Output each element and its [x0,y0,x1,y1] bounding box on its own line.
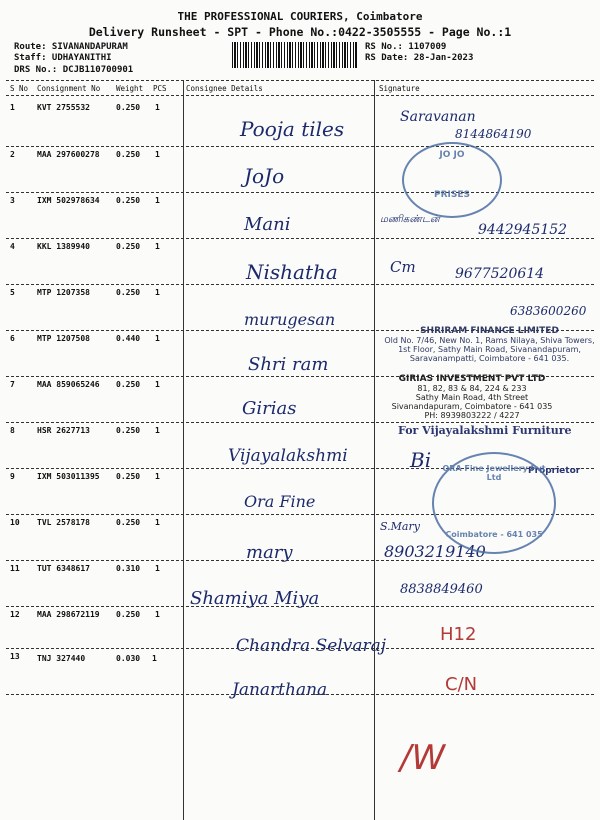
row-signature: மணிகண்டன் [380,214,440,225]
row-sno: 4 [10,242,15,251]
row-sno: 3 [10,196,15,205]
row-signature: S.Mary [380,520,420,533]
row-consignee: JoJo [244,164,285,188]
row-consignee: Pooja tiles [240,117,345,141]
row-consignment: MAA 297600278 [37,150,100,159]
girias-stamp-line: 81, 82, 83 & 84, 224 & 233 [417,384,527,393]
row-divider [6,238,594,239]
row-consignee: Janarthana [232,680,328,700]
row-weight: 0.250 [116,472,141,481]
barcode [232,42,357,68]
row-consignment: TUT 6348617 [37,564,90,573]
row-consignment: MAA 859065246 [37,380,100,389]
shriram-stamp-line: SHRIRAM FINANCE LIMITED [420,326,559,336]
row-sno: 12 [10,610,20,619]
vijayalakshmi-signature: Bi [410,448,432,472]
col-header-consignee: Consignee Details [186,84,263,93]
row-consignee: Shamiya Miya [190,588,320,609]
row-consignment: MTP 1207508 [37,334,90,343]
row-pcs: 1 [155,380,160,389]
row-phone: 9442945152 [478,222,568,238]
table-row [0,103,600,148]
row-consignment: TNJ 327440 [37,654,86,663]
row-consignment: IXM 502978634 [37,196,100,205]
row-consignee: mary [246,542,293,563]
shriram-stamp-line: Old No. 7/46, New No. 1, Rams Nilaya, Shiva Towers, [384,336,595,345]
shriram-stamp [382,326,597,363]
row-pcs: 1 [155,242,160,251]
row-consignee: Chandra Selvaraj [236,636,387,656]
row-consignment: MTP 1207358 [37,288,90,297]
row-sno: 8 [10,426,15,435]
row-sno: 2 [10,150,15,159]
row-divider [6,146,594,147]
ora-stamp [432,452,556,554]
row-sno: 5 [10,288,15,297]
runsheet-subtitle: Delivery Runsheet - SPT - Phone No.:0422-3505555 - Page No.:1 [88,25,512,39]
shriram-stamp-line: Saravanampatti, Coimbatore - 641 035. [409,354,570,363]
row-weight: 0.250 [116,288,141,297]
row-consignee: murugesan [244,310,336,329]
row-weight: 0.310 [116,564,141,573]
rs-number: RS No.: 1107009 [365,42,447,52]
row-consignment: KVT 2755532 [37,103,90,112]
header-rule-bottom [6,95,594,96]
row-sno: 6 [10,334,15,343]
row-consignment: KKL 1389940 [37,242,90,251]
drs-number: DRS No.: DCJB110700901 [14,65,134,75]
table-row [0,242,600,287]
row-phone: 6383600260 [510,304,587,318]
girias-stamp-line: Sathy Main Road, 4th Street [415,393,529,402]
jojo-stamp [402,142,502,218]
row-pcs: 1 [155,518,160,527]
row-consignment: MAA 298672119 [37,610,100,619]
runsheet-title: THE PROFESSIONAL COURIERS, Coimbatore [177,10,423,23]
girias-stamp [372,374,572,420]
row-sno: 11 [10,564,20,573]
row-signature: Saravanan [400,109,476,125]
row-phone: 8144864190 [455,127,532,141]
row-pcs: 1 [155,564,160,573]
col-header-consignment: Consignment No [37,84,101,93]
row-pcs: 1 [155,610,160,619]
row-phone: 8903219140 [384,542,486,561]
row-pcs: 1 [155,472,160,481]
row-pcs: 1 [155,288,160,297]
row-consignee: Vijayalakshmi [228,446,348,466]
row-signature: C/N [445,674,478,695]
row-pcs: 1 [152,654,157,663]
row-sno: 7 [10,380,15,389]
rs-date: RS Date: 28-Jan-2023 [365,53,474,63]
row-phone: 9677520614 [455,266,545,282]
row-divider [6,648,594,649]
row-divider [6,560,594,561]
row-divider [6,694,594,695]
col-header-signature: Signature [379,84,420,93]
row-divider [6,606,594,607]
col-header-weight: Weight [116,84,144,93]
row-weight: 0.250 [116,610,141,619]
row-consignee: Ora Fine [244,492,316,511]
route: Route: SIVANANDAPURAM [14,42,128,52]
row-signature: H12 [440,624,477,645]
table-row [0,150,600,195]
row-weight: 0.250 [116,103,141,112]
row-consignment: TVL 2578178 [37,518,90,527]
table-row [0,652,600,700]
row-weight: 0.250 [116,518,141,527]
row-sno: 10 [10,518,20,527]
row-consignee: Nishatha [246,260,338,284]
row-weight: 0.030 [116,654,141,663]
vijayalakshmi-stamp: For Vijayalakshmi Furniture [398,424,572,437]
proprietor-label: Proprietor [528,466,581,476]
jojo-stamp-top: JO JO [439,150,465,160]
row-sno: 1 [10,103,15,112]
row-weight: 0.250 [116,380,141,389]
col-header-sno: S No [10,84,29,93]
row-divider [6,284,594,285]
ora-stamp-line: ORA Fine Jewellery Pvt Ltd [442,464,546,482]
shriram-stamp-line: 1st Floor, Sathy Main Road, Sivanandapuram, [398,345,581,354]
row-consignment: IXM 503011395 [37,472,100,481]
row-divider [6,422,594,423]
row-consignee: Shri ram [248,354,329,375]
jojo-stamp-bottom: PRISES [434,190,470,200]
header-rule-top [6,80,594,81]
row-weight: 0.250 [116,150,141,159]
girias-stamp-line: PH: 8939803222 / 4227 [424,411,520,420]
col-header-pcs: PCS [153,84,167,93]
row-pcs: 1 [155,196,160,205]
girias-stamp-line: Sivanandapuram, Coimbatore - 641 035 [391,402,553,411]
row-sno: 9 [10,472,15,481]
row-pcs: 1 [155,103,160,112]
row-phone: 8838849460 [400,582,483,597]
row-weight: 0.250 [116,242,141,251]
row-consignee: Girias [242,398,297,419]
table-row [0,196,600,241]
row-consignment: HSR 2627713 [37,426,90,435]
row-sno: 13 [10,652,20,661]
row-pcs: 1 [155,150,160,159]
row-divider [6,192,594,193]
row-weight: 0.250 [116,426,141,435]
girias-stamp-line: GIRIAS INVESTMENT PVT LTD [398,374,546,384]
signature-scribble: Cm [390,258,416,276]
row-consignee: Mani [244,214,291,235]
table-row [0,564,600,609]
row-pcs: 1 [155,334,160,343]
bottom-pen-mark: /W [400,738,446,778]
ora-stamp-line: Coimbatore - 641 035 [445,530,543,539]
row-weight: 0.440 [116,334,141,343]
row-weight: 0.250 [116,196,141,205]
row-pcs: 1 [155,426,160,435]
staff: Staff: UDHAYANITHI [14,53,112,63]
